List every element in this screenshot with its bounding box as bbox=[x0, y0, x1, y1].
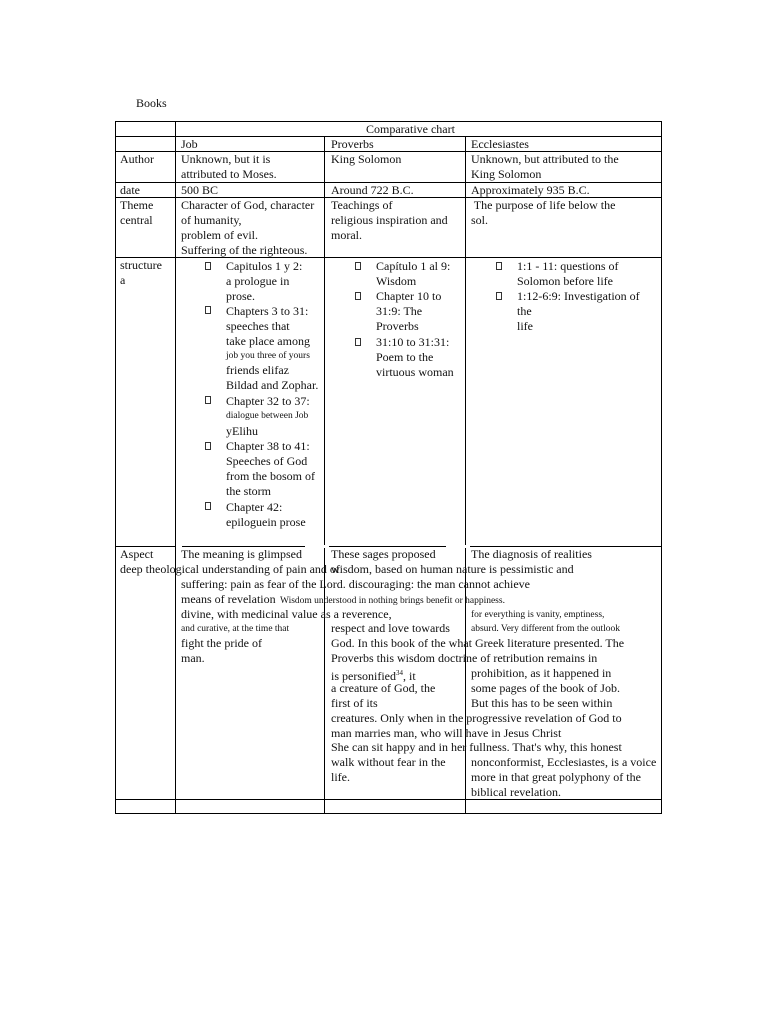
column-divider bbox=[324, 136, 325, 814]
aspect-ecclesiastes-text: The diagnosis of realities bbox=[471, 547, 592, 561]
aspect-job-text: and curative, at the time that bbox=[181, 624, 290, 634]
aspect-ecclesiastes-text: more in that great polyphony of the bbox=[471, 770, 641, 784]
aspect-text-line: creatures. Only when in the progressive revelation of God to bbox=[331, 711, 622, 725]
structure-proverbs-item: Wisdom bbox=[376, 274, 417, 288]
doc-title: Books bbox=[136, 96, 167, 110]
aspect-proverbs-text: These sages proposed bbox=[331, 547, 436, 561]
structure-job-item: Chapters 3 to 31: bbox=[226, 304, 309, 318]
structure-job-item: Chapter 38 to 41: bbox=[226, 439, 310, 453]
column-header-ecclesiastes: Ecclesiastes bbox=[471, 137, 529, 151]
structure-ecclesiastes-item: 1:1 - 11: questions of bbox=[517, 259, 619, 273]
list-bullet-icon bbox=[496, 262, 502, 270]
author-job: Unknown, but it is bbox=[181, 152, 271, 166]
aspect-text-line: Wisdom understood in nothing brings benefit or happiness. bbox=[280, 596, 505, 606]
aspect-ecclesiastes-text: But this has to be seen within bbox=[471, 696, 613, 710]
structure-ecclesiastes-item: Solomon before life bbox=[517, 274, 613, 288]
aspect-ecclesiastes-text: nonconformist, Ecclesiastes, is a voice bbox=[471, 755, 657, 769]
structure-job-item: Bildad and Zophar. bbox=[226, 378, 319, 392]
structure-proverbs-item: 31:10 to 31:31: bbox=[376, 335, 450, 349]
aspect-text-line: divine, with medicinal value as a reverence, bbox=[181, 607, 392, 621]
row-label-theme: Theme bbox=[120, 198, 154, 212]
theme-proverbs: Teachings of bbox=[331, 198, 393, 212]
aspect-ecclesiastes-text: biblical revelation. bbox=[471, 785, 561, 799]
table-border-left bbox=[115, 121, 116, 814]
aspect-job-text: The meaning is glimpsed bbox=[181, 547, 302, 561]
structure-job-item: speeches that bbox=[226, 319, 290, 333]
row-label-aspect: Aspect bbox=[120, 547, 154, 561]
column-header-job: Job bbox=[181, 137, 198, 151]
personified-text: is personified bbox=[331, 669, 396, 683]
aspect-proverbs-text: a creature of God, the bbox=[331, 681, 436, 695]
list-bullet-icon bbox=[355, 338, 361, 346]
list-bullet-icon bbox=[205, 396, 211, 404]
table-border-bottom bbox=[115, 813, 662, 814]
aspect-text-line: Proverbs this wisdom doctrine of retribution remains in bbox=[331, 651, 598, 665]
structure-job-item: Chapter 42: bbox=[226, 500, 283, 514]
structure-job-item: friends elifaz bbox=[226, 363, 289, 377]
structure-job-item: epiloguein prose bbox=[226, 515, 306, 529]
aspect-ecclesiastes-text: some pages of the book of Job. bbox=[471, 681, 620, 695]
theme-proverbs: moral. bbox=[331, 228, 362, 242]
date-proverbs: Around 722 B.C. bbox=[331, 183, 414, 197]
structure-ecclesiastes-item: the bbox=[517, 304, 532, 318]
author-proverbs: King Solomon bbox=[331, 152, 402, 166]
theme-job: Character of God, character bbox=[181, 198, 315, 212]
aspect-text-line: man marries man, who will have in Jesus Christ bbox=[331, 726, 562, 740]
structure-job-item: prose. bbox=[226, 289, 255, 303]
chart-title: Comparative chart bbox=[366, 122, 455, 136]
structure-job-item: a prologue in bbox=[226, 274, 290, 288]
structure-job-item: Speeches of God bbox=[226, 454, 308, 468]
list-bullet-icon bbox=[496, 292, 502, 300]
structure-job-item: the storm bbox=[226, 484, 271, 498]
aspect-job-text: fight the pride of bbox=[181, 636, 262, 650]
aspect-job-text: means of revelation bbox=[181, 592, 276, 606]
aspect-text-line: She can sit happy and in her fullness. That's why, this honest bbox=[331, 740, 622, 754]
structure-job-item: from the bosom of bbox=[226, 469, 315, 483]
structure-ecclesiastes-item: life bbox=[517, 319, 533, 333]
aspect-proverbs-text: respect and love towards bbox=[331, 621, 450, 635]
aspect-text-line: deep theological understanding of pain and of bbox=[120, 562, 340, 576]
aspect-ecclesiastes-text: for everything is vanity, emptiness, bbox=[471, 610, 605, 620]
theme-proverbs: religious inspiration and bbox=[331, 213, 448, 227]
row-divider bbox=[115, 799, 662, 800]
aspect-ecclesiastes-text: prohibition, as it happened in bbox=[471, 666, 612, 680]
structure-proverbs-item: Capítulo 1 al 9: bbox=[376, 259, 451, 273]
list-bullet-icon bbox=[355, 292, 361, 300]
author-ecclesiastes: Unknown, but attributed to the bbox=[471, 152, 619, 166]
theme-ecclesiastes: sol. bbox=[471, 213, 489, 227]
author-ecclesiastes: King Solomon bbox=[471, 167, 542, 181]
structure-job-item: Chapter 32 to 37: bbox=[226, 394, 310, 408]
structure-job-item: take place among bbox=[226, 334, 310, 348]
structure-proverbs-item: 31:9: The bbox=[376, 304, 423, 318]
theme-ecclesiastes: The purpose of life below the bbox=[471, 198, 616, 212]
list-bullet-icon bbox=[205, 502, 211, 510]
list-bullet-icon bbox=[205, 262, 211, 270]
aspect-proverbs-text: first of its bbox=[331, 696, 378, 710]
structure-job-item: job you three of yours bbox=[226, 351, 310, 361]
column-divider bbox=[175, 121, 176, 814]
row-label-theme: central bbox=[120, 213, 153, 227]
aspect-proverbs-text: walk without fear in the bbox=[331, 755, 446, 769]
border-gap bbox=[305, 545, 329, 548]
theme-job: Suffering of the righteous. bbox=[181, 243, 308, 257]
structure-proverbs-item: Proverbs bbox=[376, 319, 419, 333]
aspect-proverbs-text: life. bbox=[331, 770, 350, 784]
list-bullet-icon bbox=[205, 306, 211, 314]
aspect-text-line: suffering: pain as fear of the Lord. discouraging: the man cannot achieve bbox=[181, 577, 530, 591]
column-header-proverbs: Proverbs bbox=[331, 137, 374, 151]
structure-proverbs-item: Chapter 10 to bbox=[376, 289, 442, 303]
row-label-date: date bbox=[120, 183, 140, 197]
theme-job: problem of evil. bbox=[181, 228, 258, 242]
author-job: attributed to Moses. bbox=[181, 167, 277, 181]
list-bullet-icon bbox=[355, 262, 361, 270]
table-border-right bbox=[661, 121, 662, 814]
aspect-text-line: God. In this book of the what Greek literature presented. The bbox=[331, 636, 625, 650]
aspect-ecclesiastes-text: absurd. Very different from the outlook bbox=[471, 624, 620, 634]
border-gap bbox=[446, 545, 470, 548]
structure-job-item: yElihu bbox=[226, 424, 258, 438]
theme-job: of humanity, bbox=[181, 213, 242, 227]
row-label-author: Author bbox=[120, 152, 154, 166]
list-bullet-icon bbox=[205, 442, 211, 450]
structure-proverbs-item: Poem to the bbox=[376, 350, 434, 364]
structure-ecclesiastes-item: 1:12-6:9: Investigation of bbox=[517, 289, 640, 303]
row-label-structure: a bbox=[120, 273, 126, 287]
footnote-ref[interactable]: 34 bbox=[396, 669, 403, 677]
personified-suffix: , it bbox=[403, 669, 416, 683]
date-job: 500 BC bbox=[181, 183, 219, 197]
row-label-structure: structure bbox=[120, 258, 162, 272]
aspect-job-text: man. bbox=[181, 651, 205, 665]
date-ecclesiastes: Approximately 935 B.C. bbox=[471, 183, 590, 197]
structure-job-item: dialogue between Job bbox=[226, 411, 309, 421]
structure-proverbs-item: virtuous woman bbox=[376, 365, 454, 379]
aspect-text-line: wisdom, based on human nature is pessimistic and bbox=[331, 562, 574, 576]
structure-job-item: Capitulos 1 y 2: bbox=[226, 259, 303, 273]
